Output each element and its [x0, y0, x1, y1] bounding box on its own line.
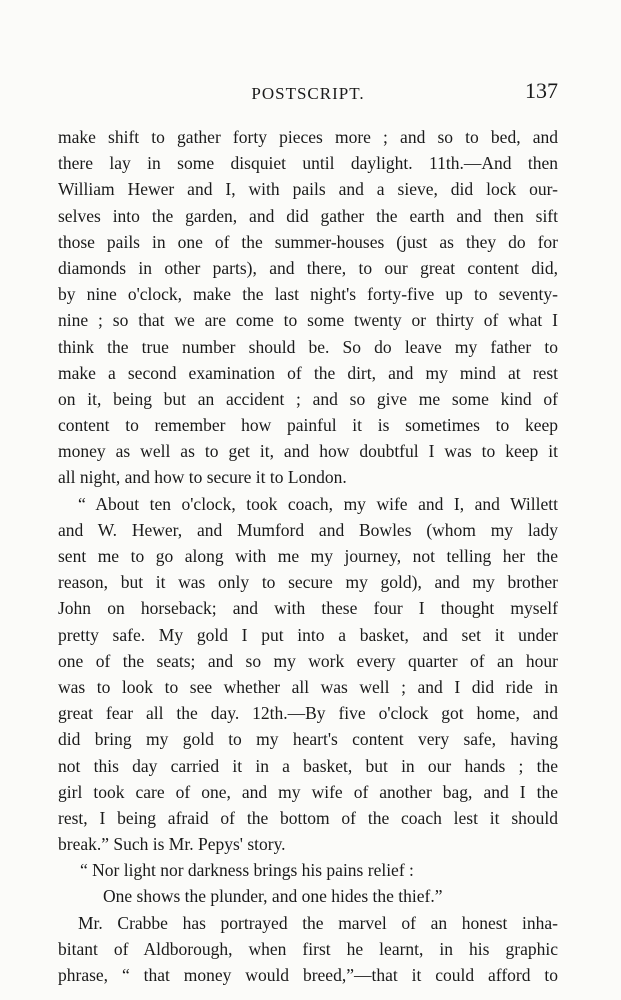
text-line: think the true number should be. So do leave my father to: [58, 336, 558, 357]
text-line: on it, being but an accident ; and so give me some kind of: [58, 388, 558, 409]
text-line: phrase, “ that money would breed,”—that it could afford to: [58, 965, 558, 985]
text-line: by nine o'clock, make the last night's forty-five up to seventy-: [58, 284, 558, 305]
text-line: those pails in one of the summer-houses (just as they do for: [58, 231, 558, 252]
text-line: diamonds in other parts), and there, to our great content did,: [58, 257, 558, 278]
running-title: POSTSCRIPT.: [251, 84, 365, 103]
text-line: Mr. Crabbe has portrayed the marvel of an honest inha-: [78, 912, 558, 933]
verse-line: One shows the plunder, and one hides the thief.”: [103, 886, 443, 907]
text-line: John on horseback; and with these four I thought myself: [58, 598, 558, 619]
text-line: great fear all the day. 12th.—By five o'clock got home, and: [58, 703, 558, 724]
text-line: “ About ten o'clock, took coach, my wife and I, and Willett: [78, 493, 558, 514]
text-line: girl took care of one, and my wife of another bag, and I the: [58, 781, 558, 802]
text-line: was to look to see whether all was well ; and I did ride in: [58, 676, 558, 697]
text-line: rest, I being afraid of the bottom of the coach lest it should: [58, 807, 558, 828]
text-line: did bring my gold to my heart's content very safe, having: [58, 729, 558, 750]
text-line: one of the seats; and so my work every quarter of an hour: [58, 650, 558, 671]
text-line: all night, and how to secure it to London.: [58, 467, 347, 488]
text-line: there lay in some disquiet until daylight. 11th.—And then: [58, 153, 558, 174]
text-line: content to remember how painful it is sometimes to keep: [58, 415, 558, 436]
page-number: 137: [525, 78, 558, 103]
text-line: bitant of Aldborough, when first he learnt, in his graphic: [58, 938, 558, 959]
page-header: [58, 78, 558, 108]
body-text: [58, 124, 558, 988]
text-line: make a second examination of the dirt, and my mind at rest: [58, 362, 558, 383]
text-line: and W. Hewer, and Mumford and Bowles (whom my lady: [58, 519, 558, 540]
text-line: break.” Such is Mr. Pepys' story.: [58, 834, 286, 855]
verse-line: “ Nor light nor darkness brings his pains relief :: [80, 860, 414, 881]
text-line: sent me to go along with me my journey, not telling her the: [58, 546, 558, 566]
text-line: nine ; so that we are come to some twenty or thirty of what I: [58, 310, 558, 331]
text-line: selves into the garden, and did gather the earth and then sift: [58, 205, 558, 226]
text-line: money as well as to get it, and how doubtful I was to keep it: [58, 441, 558, 462]
text-line: not this day carried it in a basket, but in our hands ; the: [58, 755, 558, 776]
text-line: William Hewer and I, with pails and a sieve, did lock our-: [58, 179, 558, 200]
text-line: reason, but it was only to secure my gold), and my brother: [58, 572, 558, 593]
text-line: make shift to gather forty pieces more ; and so to bed, and: [58, 127, 558, 147]
text-line: pretty safe. My gold I put into a basket, and set it under: [58, 624, 558, 645]
